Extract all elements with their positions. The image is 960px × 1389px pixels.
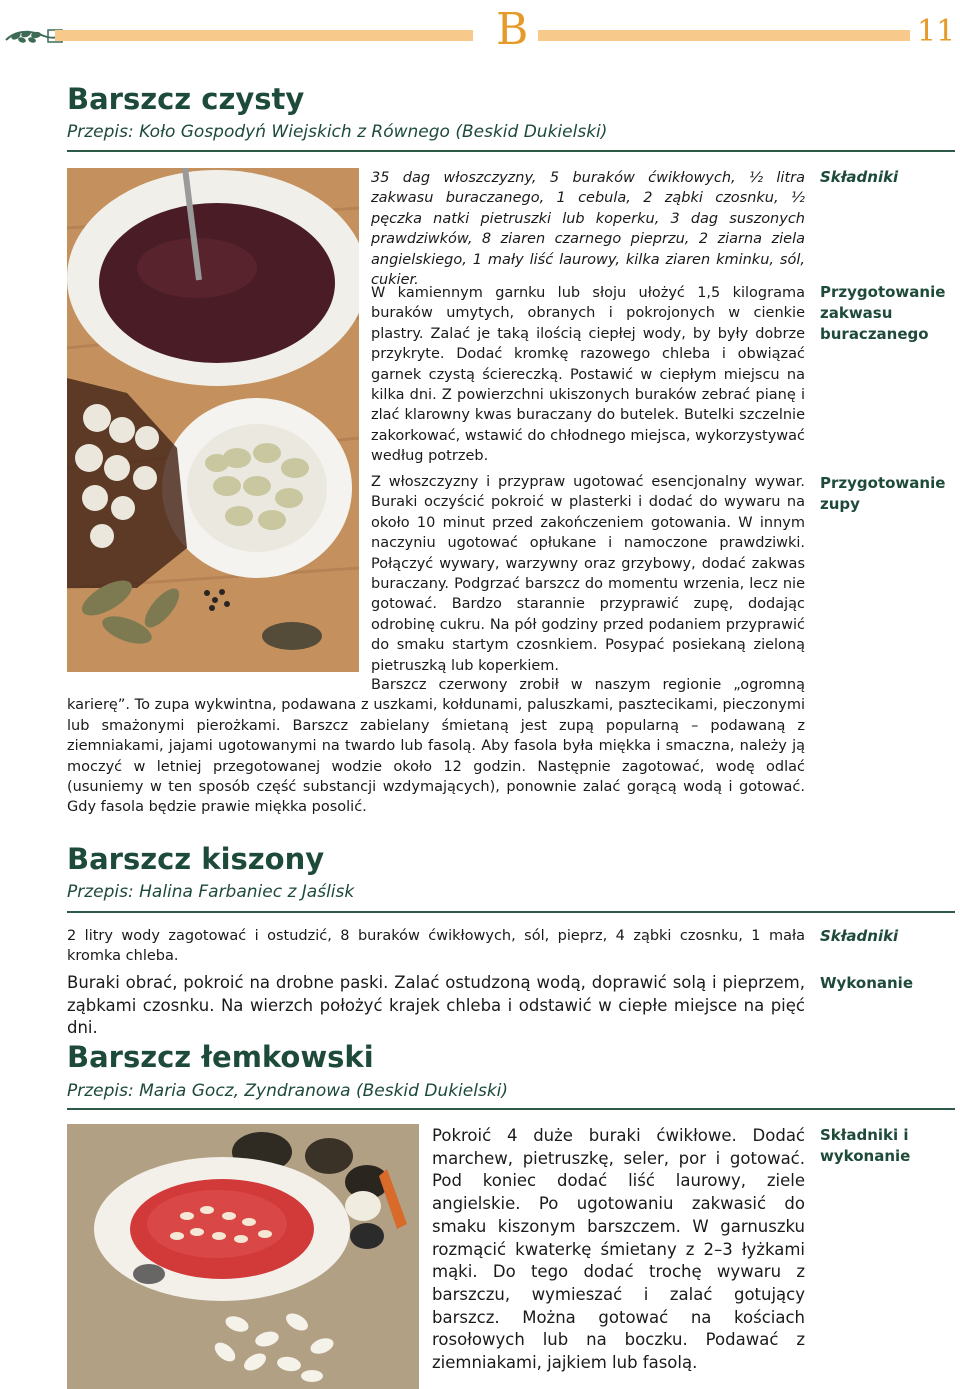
side-label-ingredients: Składniki (820, 927, 899, 945)
photo-barszcz-lemkowski (67, 1124, 419, 1389)
recipe-source: Przepis: Koło Gospodyń Wiejskich z Równego (Beskid Dukielski) (67, 122, 608, 142)
section-divider (67, 150, 955, 152)
recipe-title: Barszcz łemkowski (67, 1040, 374, 1074)
side-label-ingredients: Składniki (820, 168, 899, 186)
side-label-starter-preparation: Przygotowanie zakwasu buraczanego (820, 283, 946, 343)
side-label-soup-preparation: Przygotowanie zupy (820, 474, 946, 513)
photo-barszcz-czysty (67, 168, 359, 672)
starter-preparation-text: W kamiennym garnku lub słoju ułożyć 1,5 kilograma buraków umytych, obranych i pokrojonych w cienkie plastry. Zalać je taką ilością ciepłej wody, by były dobrze przykryte. Dodać kromkę razowego chleba i obwiązać garnek czystą ściereczką. Postawić w ciepłym miejscu na kilka dni. Z powierzchni ukiszonych buraków zebrać pianę i zlać klarowny kwas buraczany do butelek. Butelki szczelnie zakorkować, wstawić do chłodnego miejsca, wykorzystywać według potrzeb. (371, 285, 805, 465)
page-number: 11 (917, 14, 956, 49)
recipe-title: Barszcz czysty (67, 82, 305, 116)
soup-preparation-text: Z włoszczyzny i przypraw ugotować esencjonalny wywar. Buraki oczyścić pokroić w plasterki i dodać do wywaru na około 10 minut przed zakończeniem gotowania. W innym naczyniu ugotować opłukane i namoczone prawdziwki. Połączyć wywary, warzywny oraz grzybowy, dodać zakwas buraczany. Podgrzać barszcz do momentu wrzenia, lecz nie gotować. Bardzo starannie przyprawić zupę, dodając odrobinę cukru. Na pół godziny przed podaniem przyprawić do smaku startym czosnkiem. Posypać posiekaną zieloną pietruszką lub koperkiem. (371, 474, 805, 674)
header-bar-left (55, 30, 473, 41)
header-bar-right (538, 30, 910, 41)
section-divider (67, 911, 955, 913)
recipe-source: Przepis: Halina Farbaniec z Jaślisk (67, 882, 355, 902)
ingredients-and-method-text: Pokroić 4 duże buraki ćwikłowe. Dodać marchew, pietruszkę, seler, por i gotować. Pod koniec dodać liść laurowy, ziele angielskie. Po ugotowaniu zakwasić do smaku kiszonym barszczem. W garnuszku rozmącić kwaterkę śmietany z 2–3 łyżkami mąki. Do tego dodać trochę wywaru z barszczu, wymieszać i zalać gotujący barszcz. Można gotować na kościach rosołowych lub na boczku. Podawać z ziemniakami, jajkiem lub fasolą. (432, 1126, 805, 1373)
recipe-note: Barszcz czerwony zrobił w naszym regionie „ogromną karierę”. To zupa wykwintna, podawana z uszkami, kołdunami, paluszkami, pasztecikami, pieczonymi lub smażonymi pierożkami. Barszcz zabielany śmietaną jest zupą popularną – podawaną z ziemniakami, jajami ugotowanymi na twardo lub fasolą. Aby fasola była miękka i smaczna, należy ją moczyć w letniej przegotowanej wodzie około 12 godzin. Następnie zagotować, wodę odlać (usuniemy w ten sposób część substancji wzdymających), ponownie zalać gorącą wodą i gotować. Gdy fasola będzie prawie miękka posolić. (67, 677, 805, 816)
method-text: Buraki obrać, pokroić na drobne paski. Zalać ostudzoną wodą, doprawić solą i pieprzem, ząbkami czosnku. Na wierzch położyć krajek chleba i odstawić w ciepłe miejsce na pięć dni. (67, 973, 805, 1038)
ingredients-text: 2 litry wody zagotować i ostudzić, 8 buraków ćwikłowych, sól, pieprz, 4 ząbki czosnku, 1 mała kromka chleba. (67, 928, 805, 965)
side-label-ingredients-and-method: Składniki i wykonanie (820, 1126, 911, 1165)
recipe-title: Barszcz kiszony (67, 842, 325, 876)
side-label-method: Wykonanie (820, 974, 913, 992)
header-letter: B (496, 4, 529, 55)
section-divider (67, 1108, 955, 1110)
ingredients-text: 35 dag włoszczyzny, 5 buraków ćwikłowych, ½ litra zakwasu buraczanego, 1 cebula, 2 ząbki czosnku, ½ pęczka natki pietruszki lub koperku, 3 dag suszonych prawdziwków, 8 ziaren czarnego pieprzu, 2 ziarna ziela angielskiego, 1 mały liść laurowy, kilka ziaren kminku, sól, cukier. (371, 170, 805, 289)
recipe-source: Przepis: Maria Gocz, Zyndranowa (Beskid Dukielski) (67, 1081, 509, 1101)
